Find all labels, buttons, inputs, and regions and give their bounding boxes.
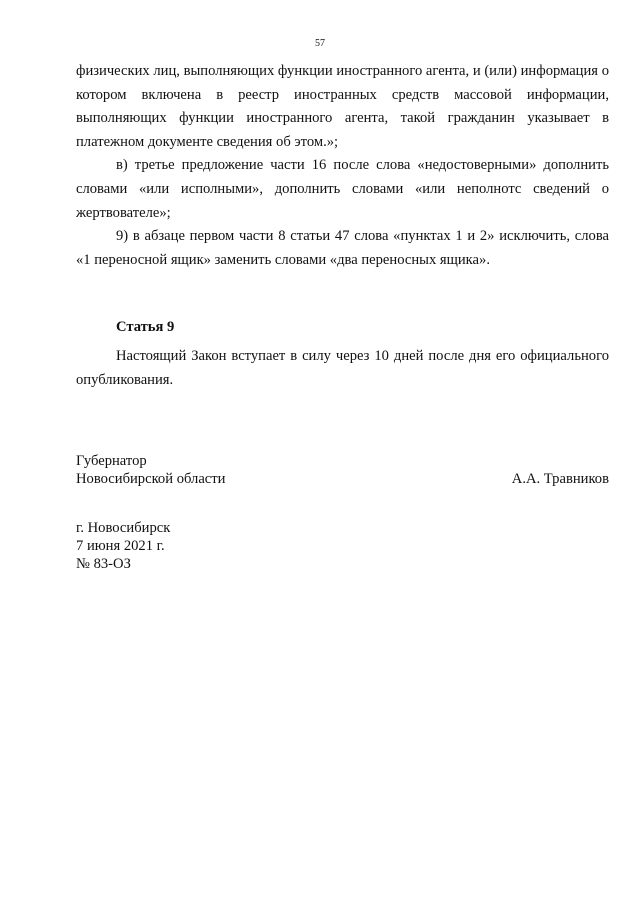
paragraph-item-9: 9) в абзаце первом части 8 статьи 47 слова «пунктах 1 и 2» исключить, слова «1 переносной ящик» заменить словами «два переносных ящика». (76, 228, 609, 268)
article-body (76, 345, 609, 392)
place-city: г. Новосибирск (76, 520, 171, 536)
page-number: 57 (315, 38, 325, 49)
place-date-block (76, 519, 170, 573)
amendment-text (76, 60, 609, 272)
signature-block (76, 452, 609, 488)
signature-row (76, 470, 609, 488)
article-heading: Статья 9 (116, 319, 175, 335)
signatory-name: А.А. Травников (511, 471, 609, 487)
signatory-position: Губернатор (76, 453, 147, 469)
paragraph-continuation: физических лиц, выполняющих функции иностранного агента, и (или) информация о котором включена в реестр иностранных средств массовой информации, выполняющих функции иностранного агента, такой гражданин указывает в платежном документе сведения об этом.»; (76, 63, 609, 150)
signatory-region: Новосибирской области (76, 471, 226, 487)
paragraph-item-v: в) третье предложение части 16 после слова «недостоверными» дополнить словами «или исполными», дополнить словами «или неполнотс сведений о жертвователе»; (76, 157, 609, 221)
law-date: 7 июня 2021 г. (76, 538, 165, 554)
article-paragraph: Настоящий Закон вступает в силу через 10 дней после дня его официального опубликования. (76, 348, 609, 388)
law-number: № 83-ОЗ (76, 556, 131, 572)
